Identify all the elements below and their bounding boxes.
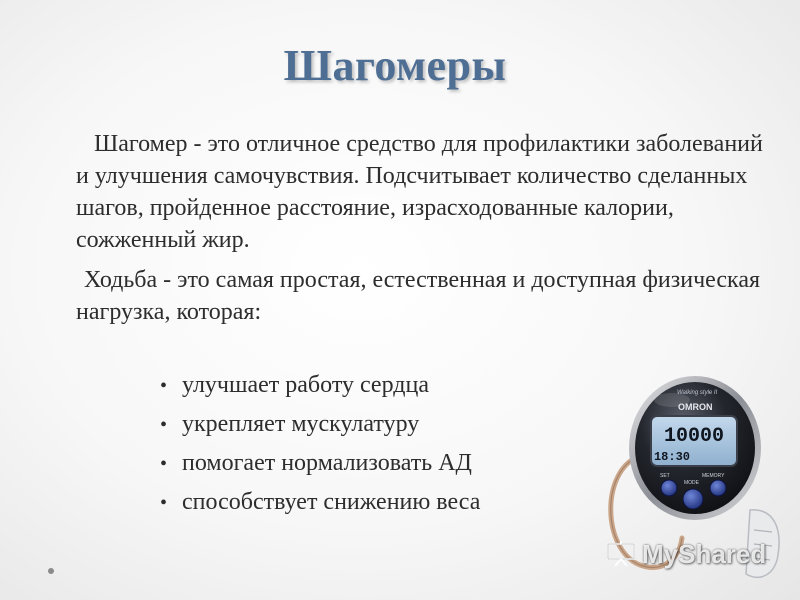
list-item-text: помогает нормализовать АД xyxy=(182,450,472,476)
benefits-list xyxy=(160,366,580,522)
bullet-icon: • xyxy=(160,453,168,475)
paragraph-walking: Ходьба - это самая простая, естественная и доступная физическая нагрузка, которая: xyxy=(76,267,761,325)
memory-button-icon xyxy=(710,480,726,496)
list-item xyxy=(160,366,580,405)
list-item-text: способствует снижению веса xyxy=(182,489,481,515)
mode-label: MODE xyxy=(684,480,699,486)
model-label: Walking style II xyxy=(677,390,718,396)
slide-title: Шагомеры xyxy=(283,41,507,90)
list-item xyxy=(160,483,580,522)
list-item-text: улучшает работу сердца xyxy=(182,372,429,398)
bullet-icon: • xyxy=(160,492,168,514)
slide-decoration-dot xyxy=(48,568,54,574)
bullet-icon: • xyxy=(160,414,168,436)
list-item xyxy=(160,444,580,483)
display-steps: 10000 xyxy=(663,425,725,448)
set-button-icon xyxy=(661,480,677,496)
watermark xyxy=(606,536,786,572)
paragraph-pedometer: Шагомер - это отличное средство для профилактики заболеваний и улучшения самочувствия. Подсчитывает количество сделанных шагов, пройденное расстояние, израсходованные калории, сожженный жир. xyxy=(76,131,763,253)
display-time: 18:30 xyxy=(653,450,691,464)
list-item xyxy=(160,405,580,444)
brand-label: OMRON xyxy=(678,402,713,412)
memory-label: MEMORY xyxy=(702,473,725,479)
slide-body xyxy=(76,128,766,328)
set-label: SET xyxy=(660,473,670,479)
list-item-text: укрепляет мускулатуру xyxy=(182,411,420,437)
bullet-icon: • xyxy=(160,375,168,397)
watermark-text: MyShared xyxy=(642,538,767,569)
presentation-board-icon xyxy=(606,541,636,567)
mode-button-icon xyxy=(683,489,703,509)
